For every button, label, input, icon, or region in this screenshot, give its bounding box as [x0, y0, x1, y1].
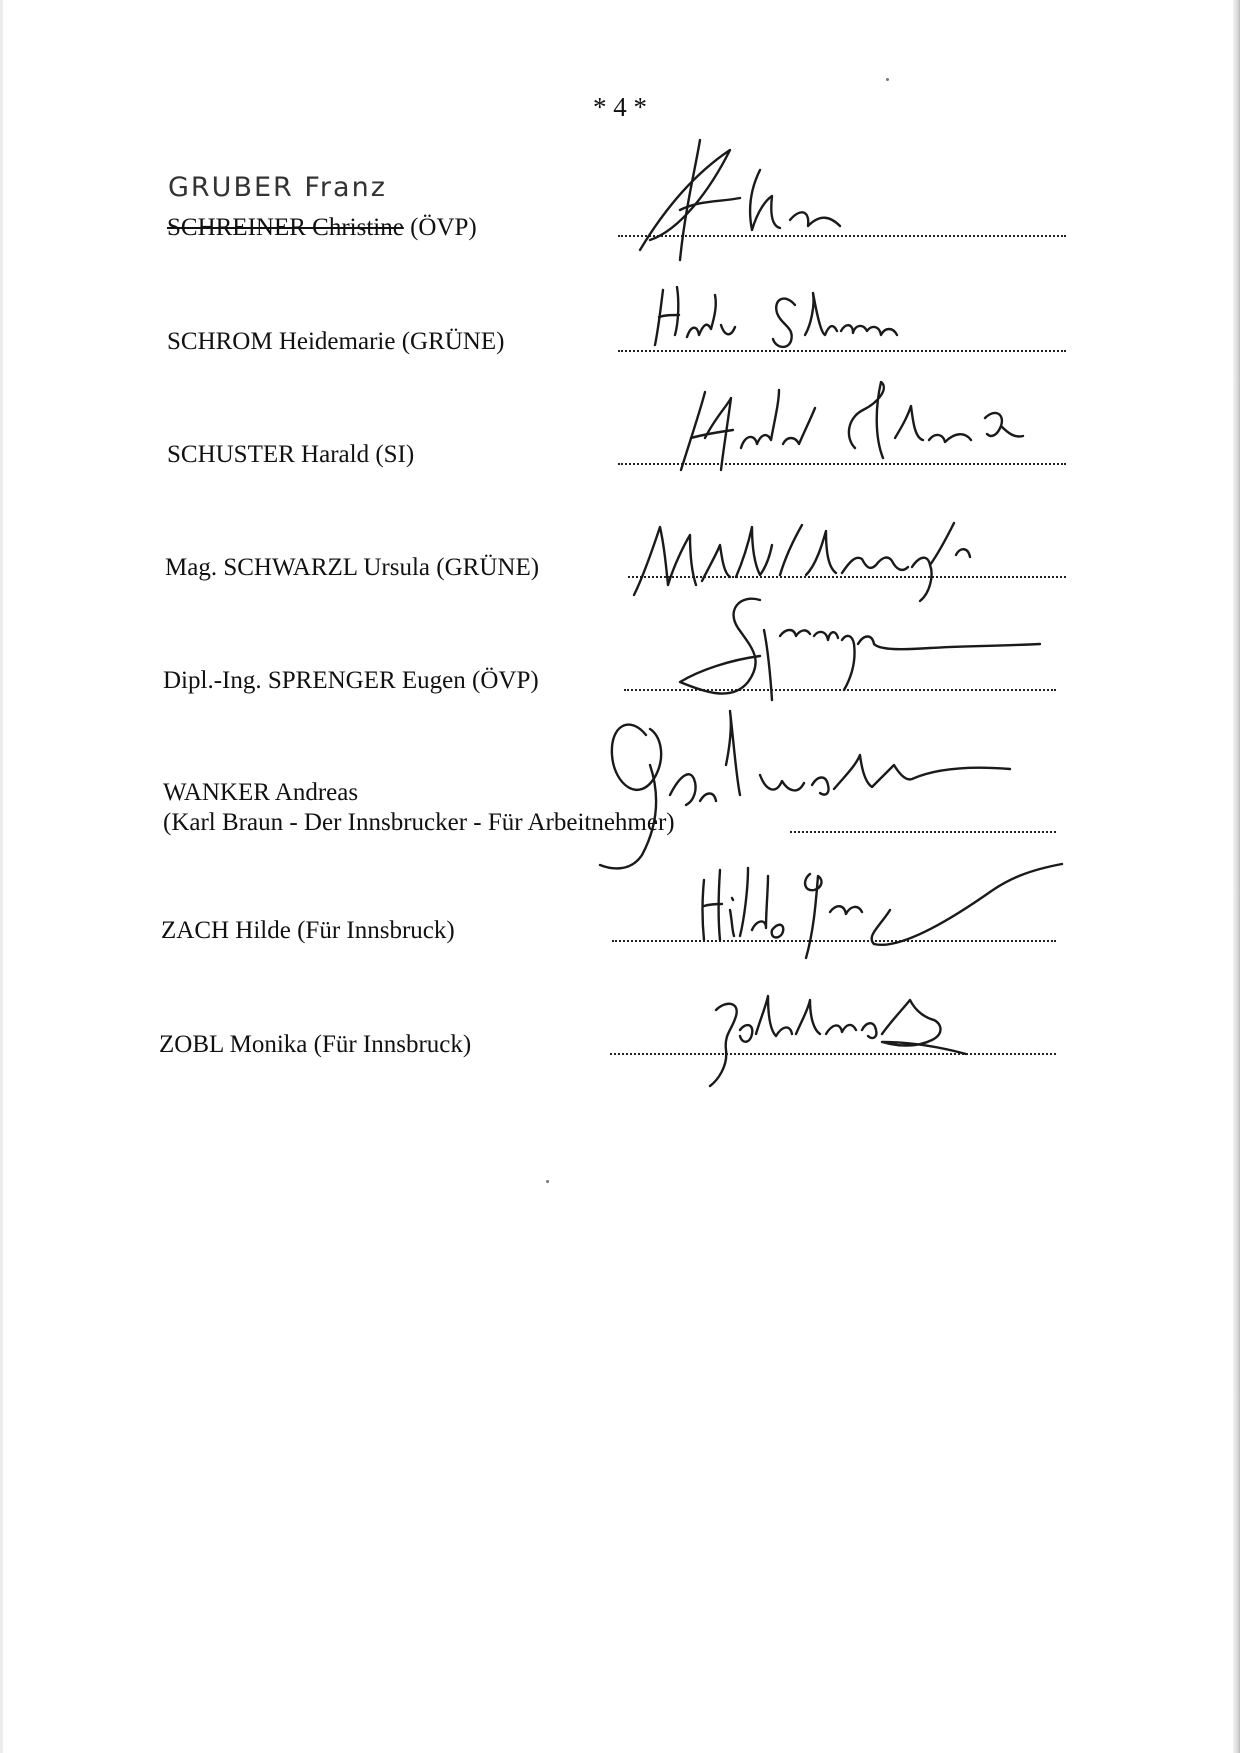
- signatory-entry: Mag. SCHWARZL Ursula (GRÜNE): [165, 554, 540, 581]
- signatory-entry: ZOBL Monika (Für Innsbruck): [159, 1031, 472, 1058]
- scan-speck: [886, 78, 889, 81]
- handwritten-name: GRUBER Franz: [168, 172, 387, 203]
- signatory-entry: ZACH Hilde (Für Innsbruck): [161, 917, 455, 944]
- signature: [660, 590, 1060, 710]
- party-label: (ÖVP): [410, 214, 477, 241]
- signature: [640, 130, 880, 270]
- scan-edge-right: [1233, 0, 1240, 1753]
- affiliation-label: (Karl Braun - Der Innsbrucker - Für Arbeitnehmer): [163, 809, 675, 836]
- signatory-entry: SCHUSTER Harald (SI): [167, 441, 415, 468]
- struck-name: SCHREINER Christine: [167, 214, 404, 241]
- signatory-entry: SCHROM Heidemarie (GRÜNE): [167, 328, 505, 355]
- signatory-entry: [167, 213, 477, 243]
- signature: [675, 378, 1065, 478]
- signature: [690, 840, 1070, 960]
- scan-edge-left: [0, 0, 3, 1753]
- signature: [696, 990, 996, 1090]
- signatory-entry: Dipl.-Ing. SPRENGER Eugen (ÖVP): [163, 667, 539, 694]
- scan-speck: [546, 1180, 549, 1183]
- signatory-entry: WANKER Andreas: [163, 779, 359, 806]
- signature: [645, 285, 965, 365]
- page-number: * 4 *: [593, 92, 647, 122]
